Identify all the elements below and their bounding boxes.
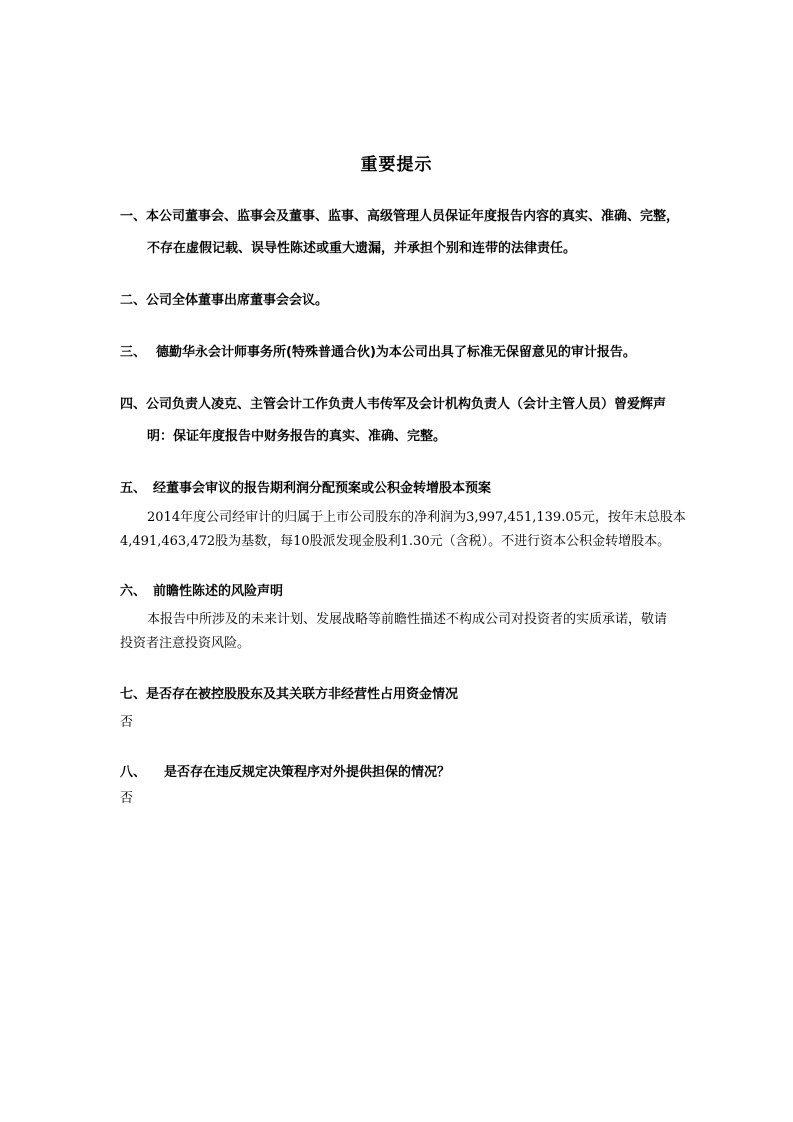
section-3-text: 德勤华永会计师事务所(特殊普通合伙)为本公司出具了标准无保留意见的审计报告。 bbox=[156, 345, 636, 360]
section-5-heading-text: 经董事会审议的报告期利润分配预案或公积金转增股本预案 bbox=[153, 481, 492, 496]
section-4-text-line-1: 公司负责人凌克、主管会计工作负责人韦传军及会计机构负责人（会计主管人员）曾爱辉声 bbox=[146, 397, 667, 412]
section-3-number: 三、 bbox=[120, 345, 147, 360]
section-1-number: 一、 bbox=[120, 209, 147, 224]
section-1-text-line-1: 本公司董事会、监事会及董事、监事、高级管理人员保证年度报告内容的真实、准确、完整， bbox=[146, 209, 680, 224]
page-title: 重要提示 bbox=[360, 155, 433, 175]
section-1-text-line-2: 不存在虚假记载、误导性陈述或重大遗漏，并承担个别和连带的法律责任。 bbox=[147, 241, 577, 256]
section-4-number: 四、 bbox=[120, 397, 147, 412]
section-6-number: 六、 bbox=[120, 584, 147, 599]
section-6-heading-text: 前瞻性陈述的风险声明 bbox=[153, 584, 284, 599]
section-5-body-line-2: 4,491,463,472股为基数，每10股派发现金股利1.30元（含税）。不进行资本公积金转增股本。 bbox=[120, 534, 671, 549]
section-6-body-line-2: 投资者注意投资风险。 bbox=[120, 636, 251, 651]
section-7-number: 七、 bbox=[120, 687, 147, 702]
section-2-number: 二、 bbox=[120, 293, 147, 308]
section-4-line-1 bbox=[120, 396, 666, 414]
section-2 bbox=[120, 292, 328, 310]
section-8-number: 八、 bbox=[120, 765, 147, 780]
section-6-body-line-1: 本报告中所涉及的未来计划、发展战略等前瞻性描述不构成公司对投资者的实质承诺，敬请 bbox=[147, 612, 668, 627]
section-4-text-line-2: 明：保证年度报告中财务报告的真实、准确、完整。 bbox=[147, 429, 447, 444]
section-8-answer: 否 bbox=[120, 791, 134, 806]
section-8-heading bbox=[120, 764, 450, 782]
section-7-answer: 否 bbox=[120, 715, 134, 730]
section-5-heading bbox=[120, 480, 491, 498]
section-6-heading bbox=[120, 583, 283, 601]
section-7-heading-text: 是否存在被控股股东及其关联方非经营性占用资金情况 bbox=[146, 687, 459, 702]
section-5-number: 五、 bbox=[120, 481, 147, 496]
section-1-line-1 bbox=[120, 208, 679, 226]
section-2-text: 公司全体董事出席董事会会议。 bbox=[146, 293, 329, 308]
section-5-body-line-1: 2014年度公司经审计的归属于上市公司股东的净利润为3,997,451,139.05元，按年末总股本 bbox=[147, 510, 686, 525]
section-3 bbox=[120, 344, 636, 362]
section-7-heading bbox=[120, 686, 458, 704]
section-8-heading-text: 是否存在违反规定决策程序对外提供担保的情况？ bbox=[164, 765, 451, 780]
